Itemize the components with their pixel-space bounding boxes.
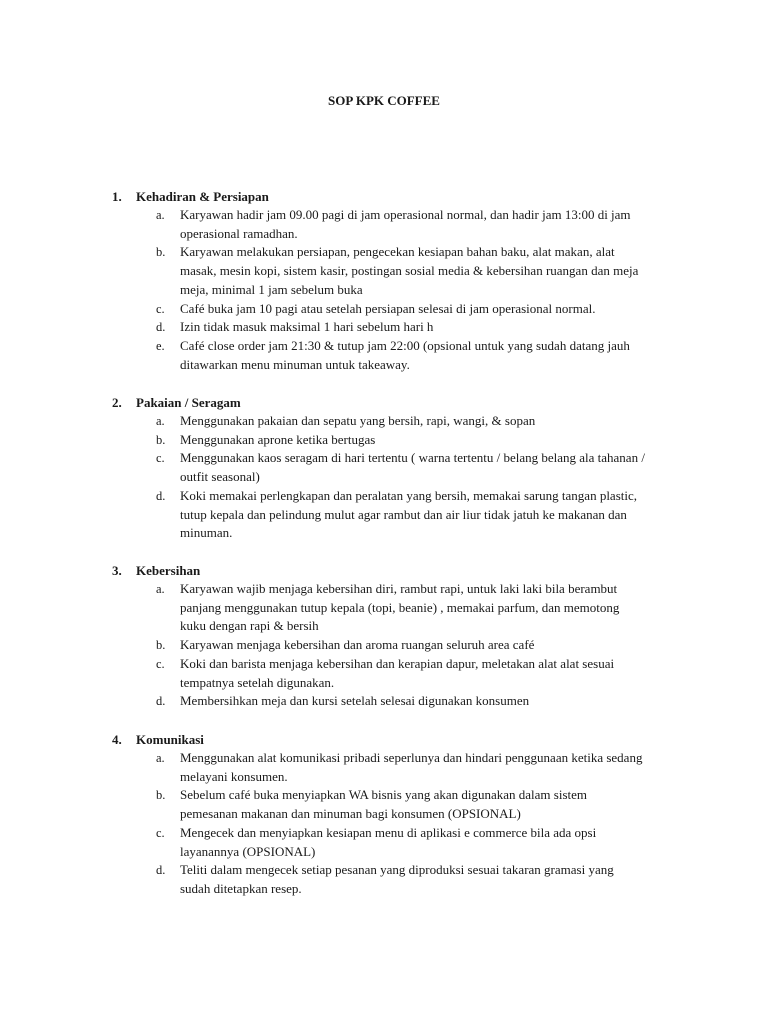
list-item bbox=[112, 692, 692, 711]
item-letter: a. bbox=[156, 414, 165, 428]
list-item bbox=[112, 431, 692, 450]
item-text: Mengecek dan menyiapkan kesiapan menu di aplikasi e commerce bila ada opsi layanannya (OPSIONAL) bbox=[180, 824, 597, 859]
section-heading bbox=[112, 188, 692, 206]
list-item bbox=[112, 318, 692, 337]
section-heading bbox=[112, 562, 692, 580]
item-letter: b. bbox=[156, 788, 166, 803]
section-pakaian bbox=[112, 394, 692, 543]
item-text: Teliti dalam mengecek setiap pesanan yang diproduksi sesuai takaran gramasi yang sudah ditetapkan resep. bbox=[180, 862, 614, 896]
list-item bbox=[112, 449, 692, 486]
item-list bbox=[112, 206, 692, 374]
list-item bbox=[112, 337, 692, 374]
item-letter: e. bbox=[156, 338, 165, 353]
list-item bbox=[112, 636, 692, 655]
section-title: Pakaian / Seragam bbox=[136, 395, 241, 410]
item-list bbox=[112, 749, 692, 899]
item-letter: c. bbox=[156, 301, 165, 316]
item-letter: a. bbox=[156, 751, 165, 765]
list-item bbox=[112, 861, 692, 898]
item-letter: d. bbox=[156, 320, 166, 335]
item-letter: b. bbox=[156, 638, 166, 653]
list-item bbox=[112, 487, 692, 543]
item-letter: d. bbox=[156, 863, 166, 878]
list-item bbox=[112, 580, 692, 636]
list-item bbox=[112, 824, 692, 861]
item-list bbox=[112, 412, 692, 543]
item-text: Sebelum café buka menyiapkan WA bisnis yang akan digunakan dalam sistem pemesanan makanan dan minuman bagi konsumen (OPSIONAL) bbox=[180, 787, 587, 822]
list-item bbox=[112, 300, 692, 319]
item-letter: b. bbox=[156, 432, 166, 447]
section-kehadiran bbox=[112, 188, 692, 374]
document-title: SOP KPK COFFEE bbox=[328, 93, 440, 108]
item-text: Menggunakan aprone ketika bertugas bbox=[180, 431, 376, 447]
item-text: Karyawan wajib menjaga kebersihan diri, rambut rapi, untuk laki laki bila berambut panjang menggunakan tutup kepala (topi, beanie) , memakai parfum, dan memotong kuku dengan rapi & bersih bbox=[180, 581, 620, 634]
list-item bbox=[112, 749, 692, 786]
section-title: Kebersihan bbox=[136, 563, 201, 578]
section-number: 2. bbox=[112, 395, 122, 410]
item-letter: d. bbox=[156, 694, 166, 709]
item-text: Karyawan menjaga kebersihan dan aroma ruangan seluruh area café bbox=[180, 637, 535, 653]
item-letter: d. bbox=[156, 488, 166, 503]
item-letter: c. bbox=[156, 656, 165, 671]
section-komunikasi bbox=[112, 731, 692, 899]
item-text: Karyawan hadir jam 09.00 pagi di jam operasional normal, dan hadir jam 13:00 di jam operasional ramadhan. bbox=[180, 207, 631, 241]
item-letter: a. bbox=[156, 582, 165, 596]
section-number: 3. bbox=[112, 563, 122, 578]
section-number: 1. bbox=[112, 189, 122, 204]
item-text: Menggunakan pakaian dan sepatu yang bersih, rapi, wangi, & sopan bbox=[180, 413, 536, 428]
section-heading bbox=[112, 394, 692, 412]
list-item bbox=[112, 786, 692, 823]
section-number: 4. bbox=[112, 732, 122, 747]
section-heading bbox=[112, 731, 692, 749]
list-item bbox=[112, 412, 692, 431]
item-letter: a. bbox=[156, 208, 165, 222]
section-title: Kehadiran & Persiapan bbox=[136, 189, 269, 204]
item-text: Koki dan barista menjaga kebersihan dan kerapian dapur, meletakan alat alat sesuai tempatnya setelah digunakan. bbox=[180, 655, 615, 690]
item-text: Membersihkan meja dan kursi setelah selesai digunakan konsumen bbox=[180, 693, 530, 709]
item-text: Menggunakan kaos seragam di hari tertentu ( warna tertentu / belang belang ala tahanan / outfit seasonal) bbox=[180, 450, 645, 485]
item-letter: b. bbox=[156, 245, 166, 260]
item-text: Koki memakai perlengkapan dan peralatan yang bersih, memakai sarung tangan plastic, tutup kepala dan pelindung mulut agar rambut dan air liur tidak jatuh ke makanan dan minuman. bbox=[180, 487, 637, 541]
list-item bbox=[112, 655, 692, 692]
list-item bbox=[112, 206, 692, 243]
item-text: Izin tidak masuk maksimal 1 hari sebelum hari h bbox=[180, 319, 434, 335]
section-title: Komunikasi bbox=[136, 732, 204, 747]
list-item bbox=[112, 243, 692, 299]
item-text: Café close order jam 21:30 & tutup jam 22:00 (opsional untuk yang sudah datang jauh ditawarkan menu minuman untuk takeaway. bbox=[180, 337, 630, 372]
item-letter: c. bbox=[156, 825, 165, 840]
item-text: Karyawan melakukan persiapan, pengecekan kesiapan bahan baku, alat makan, alat masak, mesin kopi, sistem kasir, postingan sosial media & kebersihan ruangan dan meja meja, minimal 1 jam sebelum buka bbox=[180, 244, 639, 297]
section-kebersihan bbox=[112, 562, 692, 711]
item-list bbox=[112, 580, 692, 711]
item-letter: c. bbox=[156, 451, 165, 466]
item-text: Menggunakan alat komunikasi pribadi seperlunya dan hindari penggunaan ketika sedang melayani konsumen. bbox=[180, 750, 643, 784]
item-text: Café buka jam 10 pagi atau setelah persiapan selesai di jam operasional normal. bbox=[180, 300, 596, 316]
